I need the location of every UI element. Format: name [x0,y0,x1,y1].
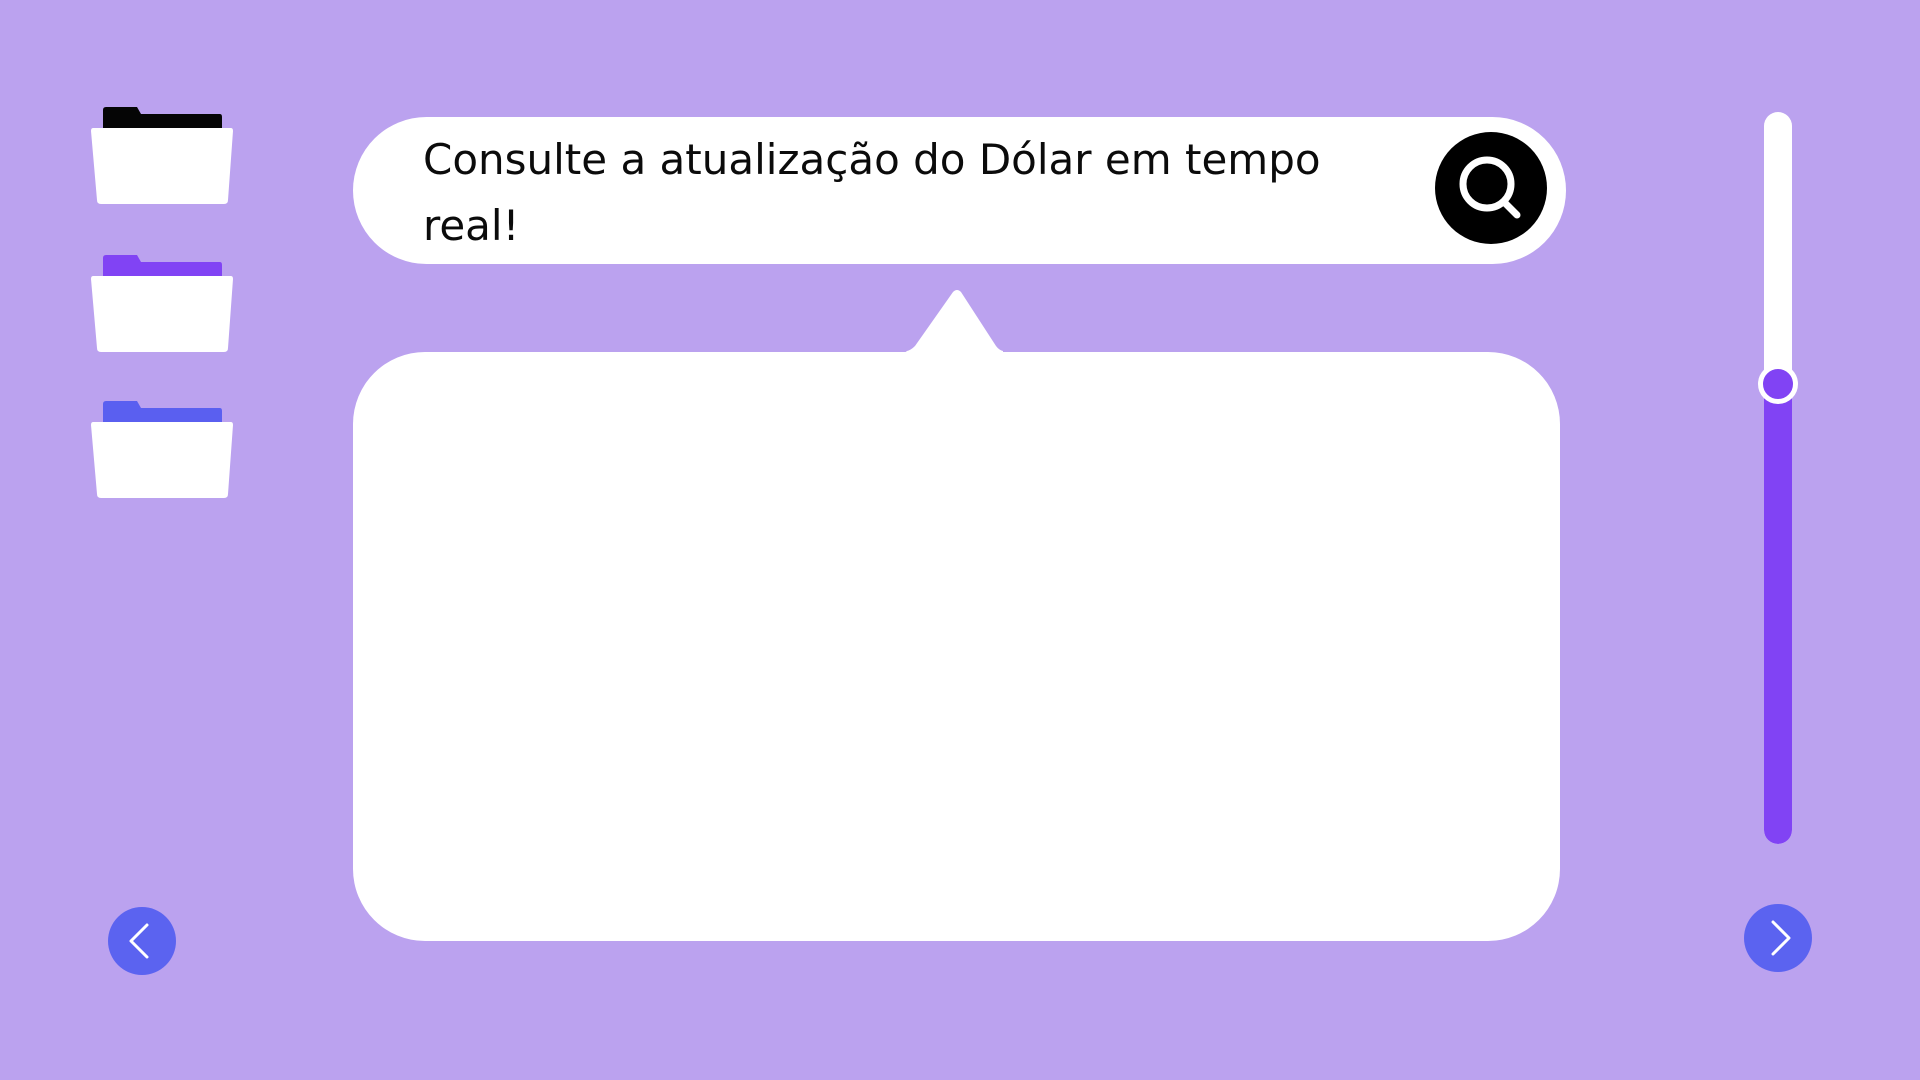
search-button[interactable] [1435,132,1547,244]
folder-icon-blue[interactable] [91,400,233,498]
folder-icon [91,254,233,352]
slider-thumb[interactable] [1758,364,1798,404]
panel-pointer [903,288,1003,354]
vertical-slider[interactable] [1764,112,1792,844]
search-input[interactable]: Consulte a atualização do Dólar em tempo real! [423,135,1321,250]
search-bar[interactable] [353,117,1566,264]
slider-fill [1764,376,1792,844]
previous-button[interactable] [108,907,176,975]
content-panel [353,352,1560,941]
chevron-right-icon [1744,904,1812,972]
search-icon [1435,132,1547,244]
next-button[interactable] [1744,904,1812,972]
folder-icon [91,400,233,498]
chevron-left-icon [108,907,176,975]
folder-icon-purple[interactable] [91,254,233,352]
folder-icon-black[interactable] [91,106,233,204]
folder-icon [91,106,233,204]
